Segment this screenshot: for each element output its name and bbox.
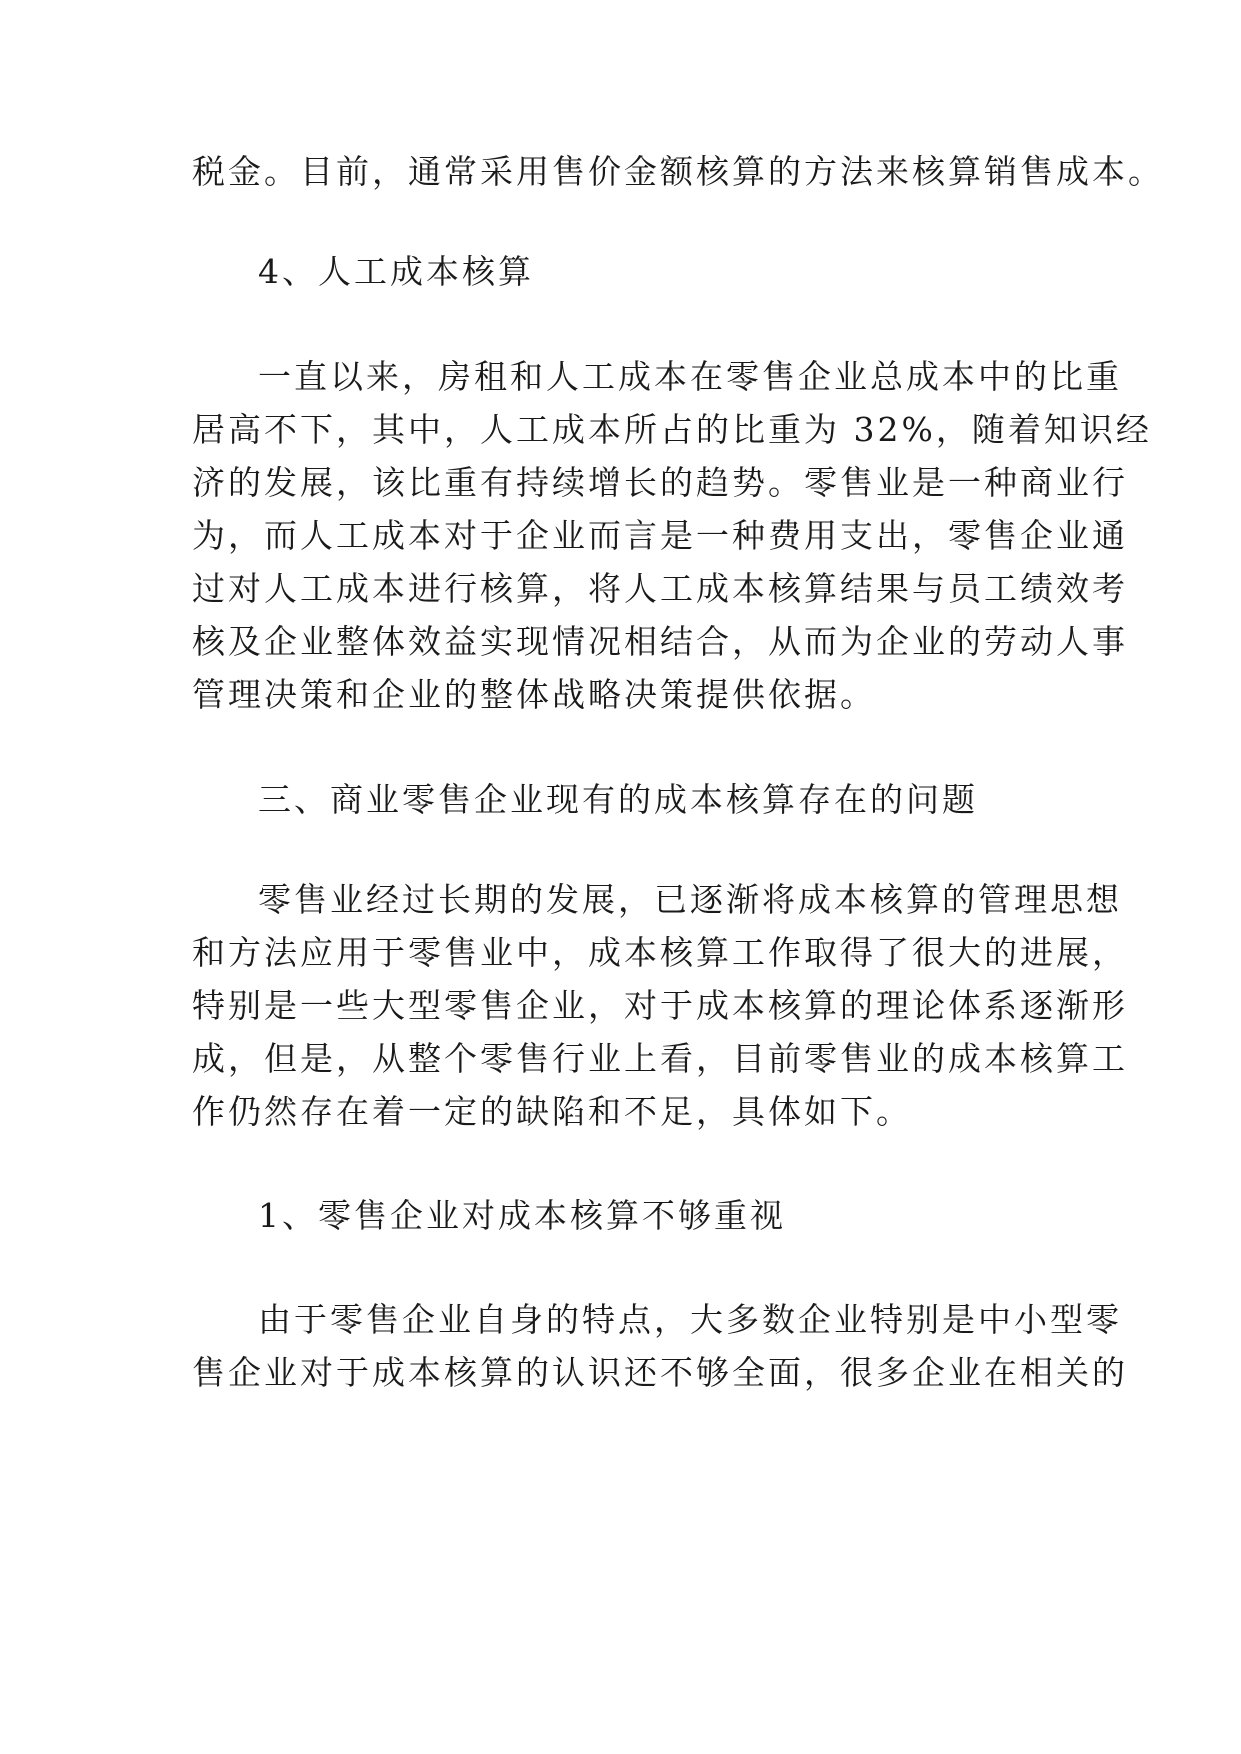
section-heading: 三、商业零售企业现有的成本核算存在的问题 <box>258 780 978 819</box>
paragraph-line: 成，但是，从整个零售行业上看，目前零售业的成本核算工 <box>192 1039 1128 1078</box>
paragraph-line: 一直以来，房租和人工成本在零售企业总成本中的比重 <box>258 357 1122 396</box>
paragraph-line: 管理决策和企业的整体战略决策提供依据。 <box>192 675 876 714</box>
paragraph-line: 和方法应用于零售业中，成本核算工作取得了很大的进展， <box>192 933 1128 972</box>
section-heading: 4、人工成本核算 <box>258 252 534 291</box>
paragraph-line: 居高不下，其中，人工成本所占的比重为 32%，随着知识经 <box>192 410 1152 449</box>
paragraph-line: 过对人工成本进行核算，将人工成本核算结果与员工绩效考 <box>192 569 1128 608</box>
paragraph-line: 为，而人工成本对于企业而言是一种费用支出，零售企业通 <box>192 516 1128 555</box>
paragraph-line: 特别是一些大型零售企业，对于成本核算的理论体系逐渐形 <box>192 986 1128 1025</box>
paragraph-line: 由于零售企业自身的特点，大多数企业特别是中小型零 <box>258 1300 1122 1339</box>
paragraph-line: 零售业经过长期的发展，已逐渐将成本核算的管理思想 <box>258 880 1122 919</box>
paragraph-line: 济的发展，该比重有持续增长的趋势。零售业是一种商业行 <box>192 463 1128 502</box>
section-heading: 1、零售企业对成本核算不够重视 <box>258 1196 786 1235</box>
paragraph-line: 税金。目前，通常采用售价金额核算的方法来核算销售成本。 <box>192 152 1164 191</box>
paragraph-line: 作仍然存在着一定的缺陷和不足，具体如下。 <box>192 1092 912 1131</box>
paragraph-line: 核及企业整体效益实现情况相结合，从而为企业的劳动人事 <box>192 622 1128 661</box>
paragraph-line: 售企业对于成本核算的认识还不够全面，很多企业在相关的 <box>192 1353 1128 1392</box>
